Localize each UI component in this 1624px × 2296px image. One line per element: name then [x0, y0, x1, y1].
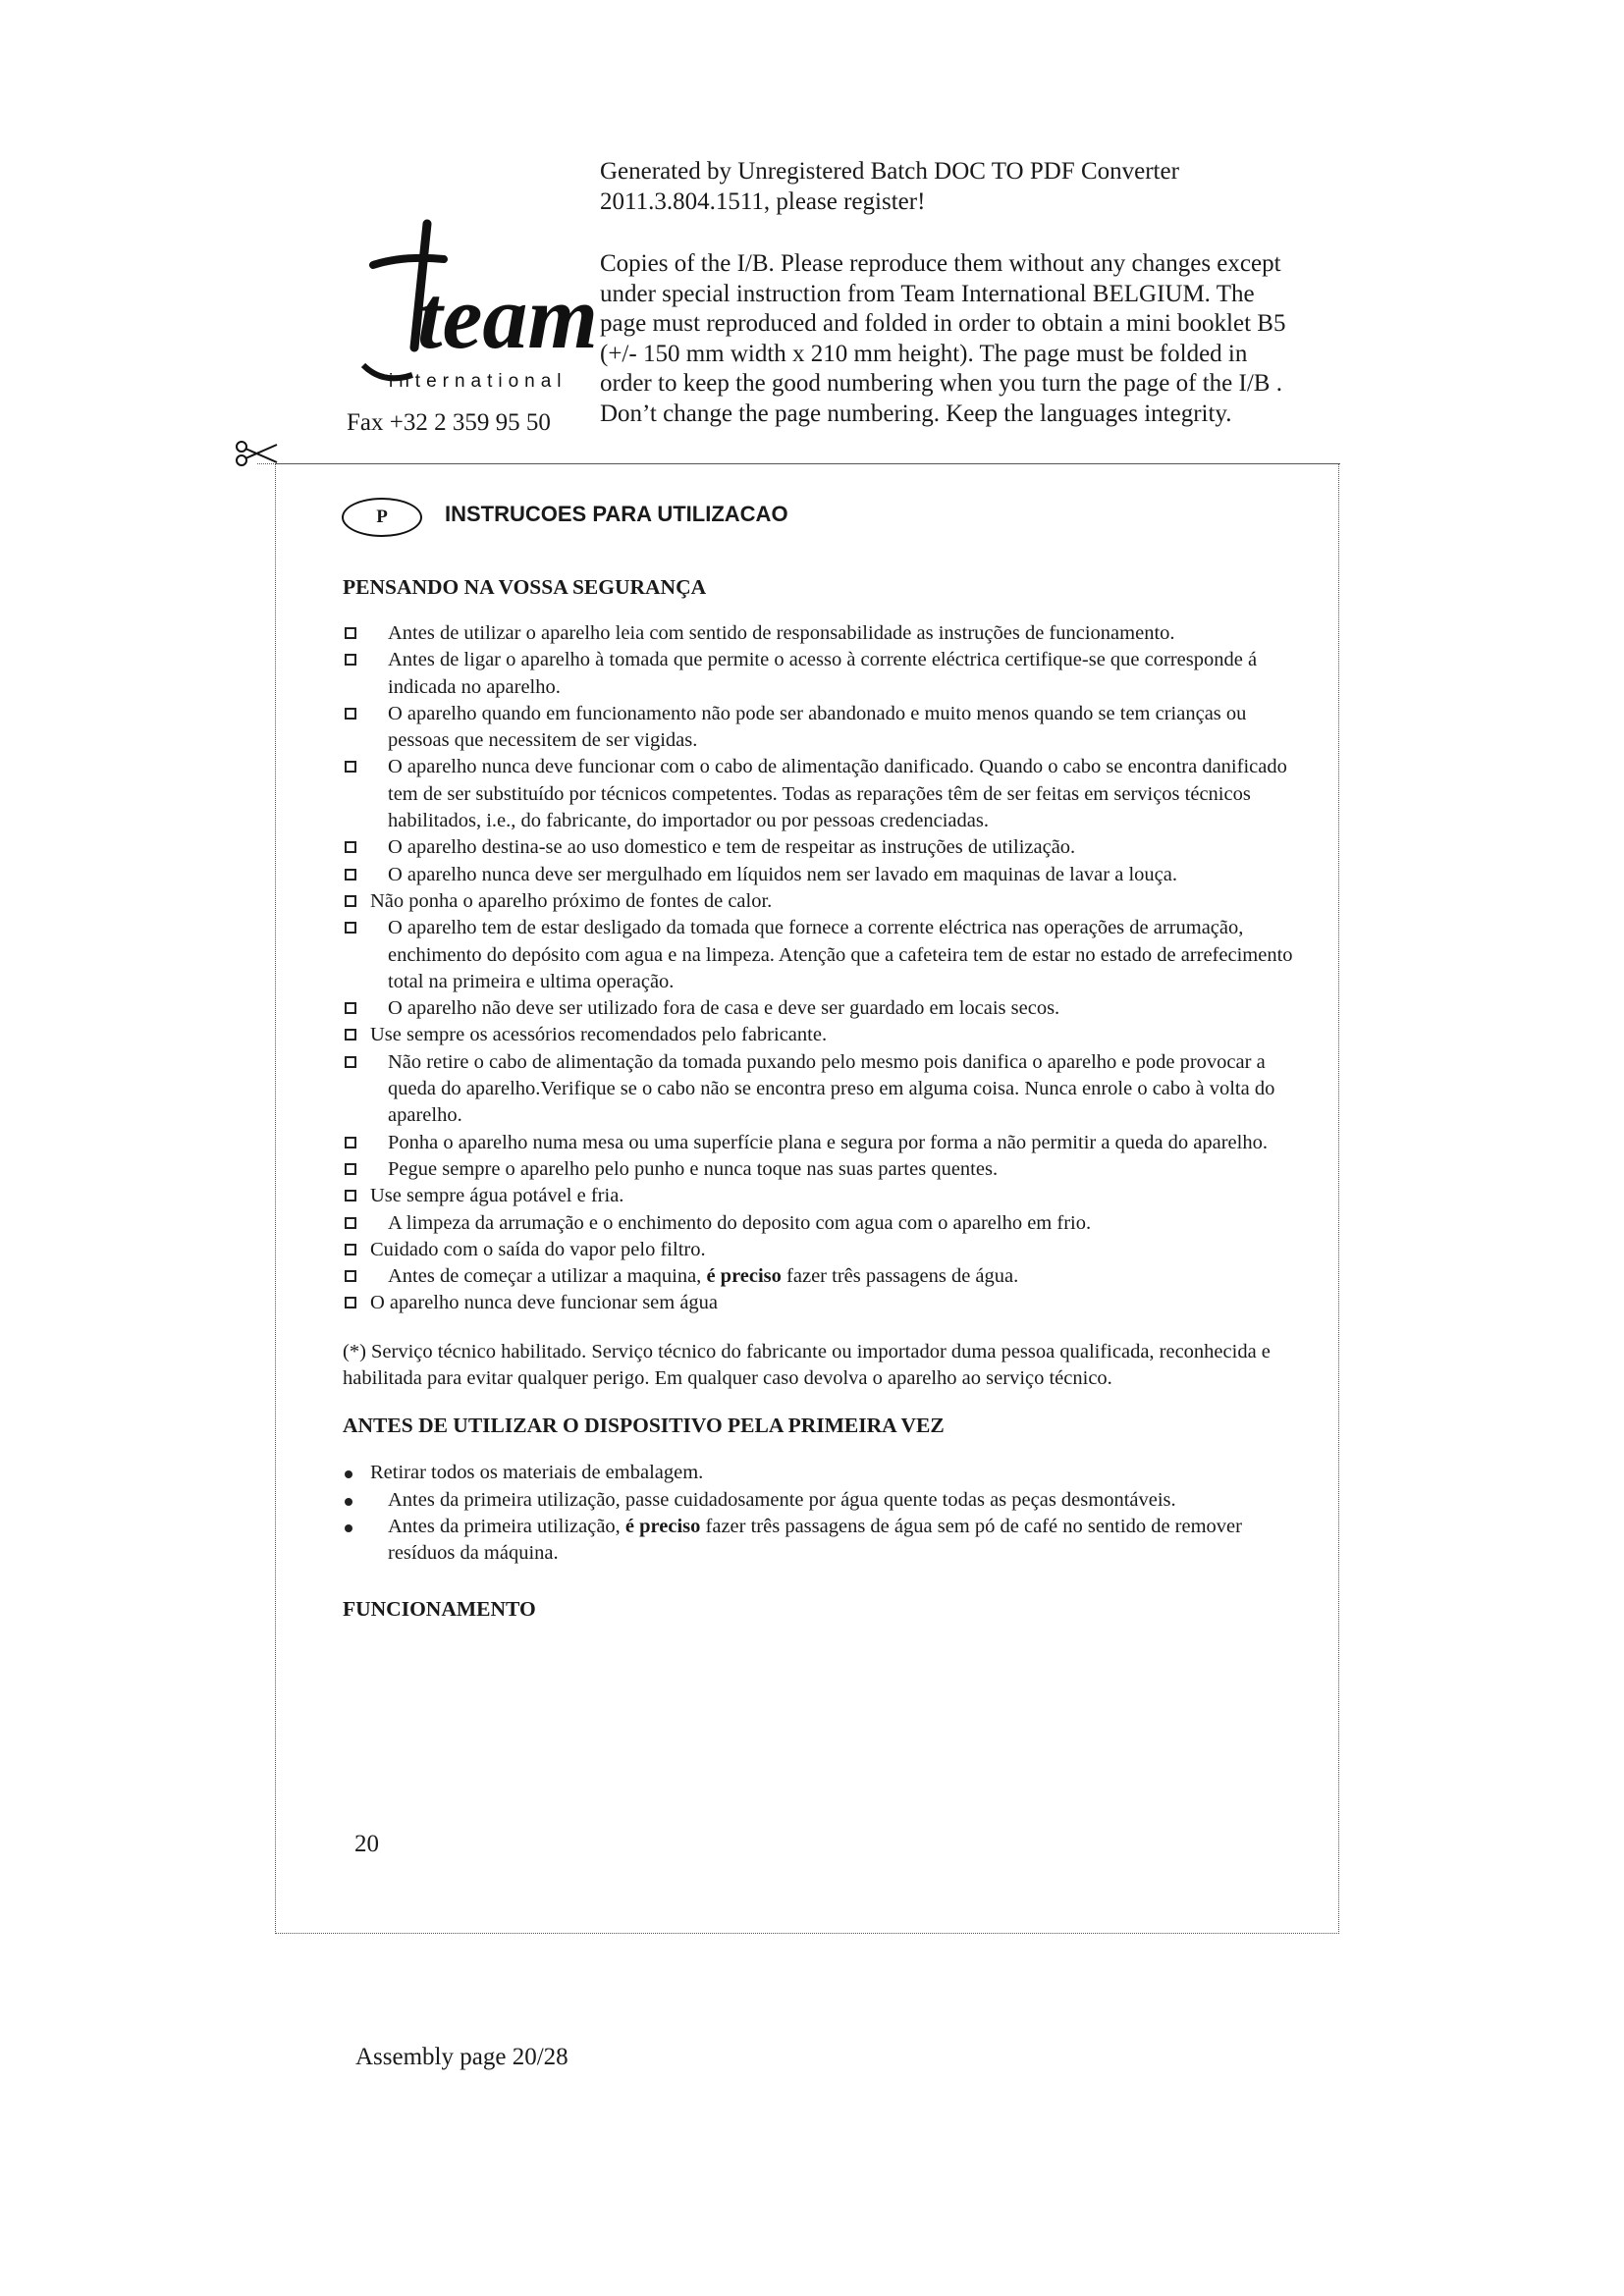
page-number: 20 [354, 1831, 379, 1857]
first-use-heading: ANTES DE UTILIZAR O DISPOSITIVO PELA PRIMEIRA VEZ [343, 1414, 945, 1438]
checkbox-icon [345, 1190, 356, 1201]
checkbox-icon [345, 1297, 356, 1308]
checkbox-icon [345, 841, 356, 853]
checkbox-icon [345, 654, 356, 666]
generator-note: Generated by Unregistered Batch DOC TO PDF Converter 2011.3.804.1511, please register! [600, 158, 1179, 215]
list-item: Use sempre água potável e fria. [343, 1183, 1310, 1209]
logo-subtitle: international [389, 371, 568, 392]
header-instructions-block [600, 157, 1287, 429]
list-item: Antes da primeira utilização, passe cuidadosamente por água quente todas as peças desmontáveis. [343, 1487, 1310, 1514]
booklet-content [343, 572, 1310, 1624]
list-item: Não ponha o aparelho próximo de fontes de calor. [343, 888, 1310, 915]
list-item: A limpeza da arrumação e o enchimento do deposito com agua com o aparelho em frio. [343, 1210, 1310, 1237]
bullet-icon [345, 1470, 352, 1478]
checkbox-icon [345, 1244, 356, 1255]
list-item: Antes de começar a utilizar a maquina, é preciso fazer três passagens de água. [343, 1263, 1310, 1290]
instructions-title: INSTRUCOES PARA UTILIZACAO [445, 502, 788, 526]
checkbox-icon [345, 1217, 356, 1229]
language-code-badge: P [342, 498, 422, 537]
operation-heading: FUNCIONAMENTO [343, 1596, 536, 1621]
checkbox-icon [345, 1002, 356, 1014]
safety-list [343, 620, 1310, 1317]
list-item: Não retire o cabo de alimentação da tomada puxando pelo mesmo pois danifica o aparelho e pode provocar a queda do aparelho.Verifique se o cabo não se encontra preso em alguma coisa. Nunca enrole o cabo à volta do aparelho. [343, 1049, 1310, 1130]
list-item: O aparelho nunca deve funcionar sem água [343, 1290, 1310, 1316]
checkbox-icon [345, 1270, 356, 1282]
list-item: O aparelho destina-se ao uso domestico e tem de respeitar as instruções de utilização. [343, 834, 1310, 861]
first-use-list [343, 1460, 1310, 1567]
safety-heading: PENSANDO NA VOSSA SEGURANÇA [343, 575, 707, 599]
team-international-logo [334, 218, 598, 404]
checkbox-icon [345, 869, 356, 881]
list-item: Antes da primeira utilização, é preciso fazer três passagens de água sem pó de café no sentido de remover resíduos da máquina. [343, 1514, 1310, 1568]
checkbox-icon [345, 895, 356, 907]
logo-wordmark: team [417, 267, 598, 367]
service-note: (*) Serviço técnico habilitado. Serviço técnico do fabricante ou importador duma pessoa qualificada, reconhecida e habilitada para evitar qualquer perigo. Em qualquer caso devolva o aparelho ao serviço técnico. [343, 1340, 1271, 1390]
assembly-page-label: Assembly page 20/28 [355, 2044, 568, 2070]
fax-number: Fax +32 2 359 95 50 [347, 409, 551, 436]
list-item: Ponha o aparelho numa mesa ou uma superfície plana e segura por forma a não permitir a queda do aparelho. [343, 1130, 1310, 1156]
list-item: O aparelho nunca deve funcionar com o cabo de alimentação danificado. Quando o cabo se encontra danificado tem de ser substituído por técnicos competentes. Todas as reparações têm de ser feitas em serviços técnicos habilitados, i.e., do fabricante, do importador ou por pessoas credenciadas. [343, 754, 1310, 834]
checkbox-icon [345, 1056, 356, 1068]
reproduction-instructions: Copies of the I/B. Please reproduce them without any changes except under special instruction from Team International BELGIUM. The page must reproduced and folded in order to obtain a mini booklet B5 (+/- 150 mm width x 210 mm height). The page must be folded in order to keep the good numbering when you turn the page of the I/B . Don’t change the page numbering. Keep the languages integrity. [600, 250, 1286, 427]
list-item: Antes de ligar o aparelho à tomada que permite o acesso à corrente eléctrica certifique-se que corresponde á indicada no aparelho. [343, 647, 1310, 701]
list-item: O aparelho nunca deve ser mergulhado em líquidos nem ser lavado em maquinas de lavar a louça. [343, 862, 1310, 888]
checkbox-icon [345, 1029, 356, 1041]
list-item: Pegue sempre o aparelho pelo punho e nunca toque nas suas partes quentes. [343, 1156, 1310, 1183]
checkbox-icon [345, 1163, 356, 1175]
list-item: O aparelho tem de estar desligado da tomada que fornece a corrente eléctrica nas operações de arrumação, enchimento do depósito com agua e na limpeza. Atenção que a cafeteira tem de estar no estado de arrefecimento total na primeira e ultima operação. [343, 915, 1310, 995]
list-item: O aparelho não deve ser utilizado fora de casa e deve ser guardado em locais secos. [343, 995, 1310, 1022]
list-item: O aparelho quando em funcionamento não pode ser abandonado e muito menos quando se tem crianças ou pessoas que necessitem de ser vigidas. [343, 701, 1310, 755]
checkbox-icon [345, 761, 356, 773]
checkbox-icon [345, 922, 356, 934]
checkbox-icon [345, 708, 356, 720]
bullet-icon [345, 1524, 352, 1532]
list-item: Retirar todos os materiais de embalagem. [343, 1460, 1310, 1486]
list-item: Use sempre os acessórios recomendados pelo fabricante. [343, 1022, 1310, 1048]
list-item: Antes de utilizar o aparelho leia com sentido de responsabilidade as instruções de funcionamento. [343, 620, 1310, 647]
list-item: Cuidado com o saída do vapor pelo filtro. [343, 1237, 1310, 1263]
checkbox-icon [345, 627, 356, 639]
checkbox-icon [345, 1137, 356, 1148]
bullet-icon [345, 1498, 352, 1506]
